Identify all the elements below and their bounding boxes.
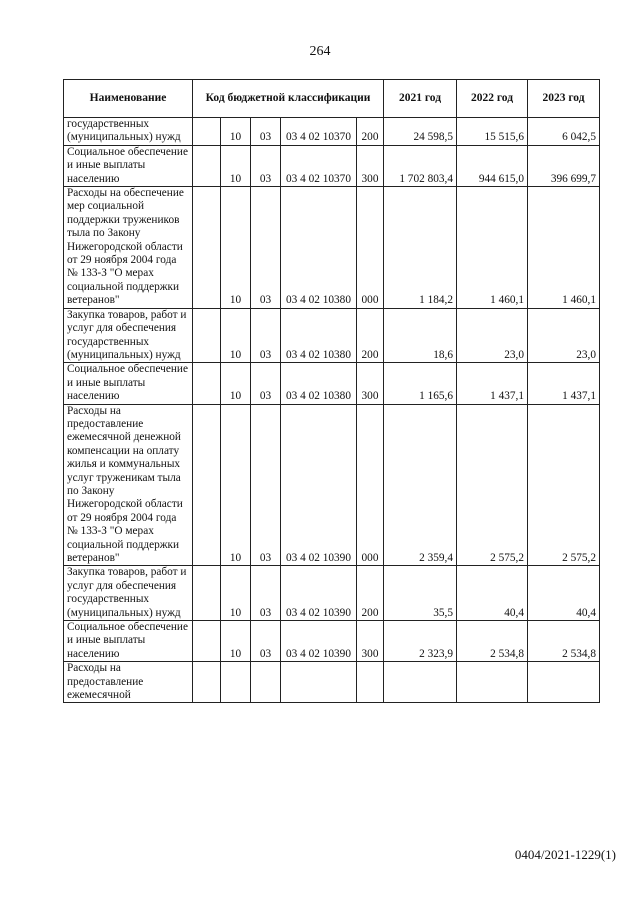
cell-2022: 2 534,8 xyxy=(457,621,528,662)
cell-code-target: 03 4 02 10380 xyxy=(281,187,357,309)
cell-2022: 1 460,1 xyxy=(457,187,528,309)
cell-code-section: 10 xyxy=(221,118,251,146)
header-2023: 2023 год xyxy=(528,80,600,118)
cell-2023: 23,0 xyxy=(528,308,600,363)
cell-code-subsection: 03 xyxy=(251,118,281,146)
page-number: 264 xyxy=(309,44,331,59)
cell-code-subsection: 03 xyxy=(251,363,281,404)
cell-code-1 xyxy=(193,187,221,309)
cell-code-target: 03 4 02 10370 xyxy=(281,118,357,146)
table-row xyxy=(64,363,600,404)
cell-name: Социальное обеспечение и иные выплаты населению xyxy=(64,363,193,404)
cell-2023: 2 534,8 xyxy=(528,621,600,662)
cell-name: государственных (муниципальных) нужд xyxy=(64,118,193,146)
cell-code-subsection: 03 xyxy=(251,187,281,309)
cell-code-subsection: 03 xyxy=(251,566,281,621)
cell-code-type: 200 xyxy=(357,308,384,363)
cell-2021: 1 184,2 xyxy=(384,187,457,309)
cell-code-type: 200 xyxy=(357,118,384,146)
cell-code-target: 03 4 02 10380 xyxy=(281,363,357,404)
table-row xyxy=(64,662,600,703)
cell-2021: 18,6 xyxy=(384,308,457,363)
cell-2022: 2 575,2 xyxy=(457,404,528,566)
cell-2022: 23,0 xyxy=(457,308,528,363)
cell-code-target: 03 4 02 10370 xyxy=(281,145,357,186)
cell-code-subsection: 03 xyxy=(251,145,281,186)
cell-2021: 35,5 xyxy=(384,566,457,621)
cell-name: Расходы на предоставление ежемесячной денежной компенсации на оплату жилья и коммунальных услуг труженикам тыла по Закону Нижегородской области от 29 ноября 2004 года № 133-З "О мерах социальной поддержки ветеранов" xyxy=(64,404,193,566)
table-row xyxy=(64,187,600,309)
cell-code-target: 03 4 02 10390 xyxy=(281,566,357,621)
cell-2023: 40,4 xyxy=(528,566,600,621)
cell-name: Расходы на обеспечение мер социальной поддержки тружеников тыла по Закону Нижегородской области от 29 ноября 2004 года № 133-З "О мерах социальной поддержки ветеранов" xyxy=(64,187,193,309)
cell-2021: 1 702 803,4 xyxy=(384,145,457,186)
cell-2022: 944 615,0 xyxy=(457,145,528,186)
cell-name: Расходы на предоставление ежемесячной xyxy=(64,662,193,703)
cell-2021: 1 165,6 xyxy=(384,363,457,404)
cell-name: Социальное обеспечение и иные выплаты населению xyxy=(64,145,193,186)
cell-2022: 15 515,6 xyxy=(457,118,528,146)
cell-code-1 xyxy=(193,566,221,621)
cell-2021: 24 598,5 xyxy=(384,118,457,146)
table-row xyxy=(64,308,600,363)
cell-code-type: 000 xyxy=(357,187,384,309)
cell-2023: 396 699,7 xyxy=(528,145,600,186)
cell-code-subsection xyxy=(251,662,281,703)
cell-code-target: 03 4 02 10380 xyxy=(281,308,357,363)
cell-2021 xyxy=(384,662,457,703)
cell-code-section: 10 xyxy=(221,621,251,662)
header-name: Наименование xyxy=(64,80,193,118)
cell-code-target xyxy=(281,662,357,703)
table-row xyxy=(64,621,600,662)
cell-2023: 1 437,1 xyxy=(528,363,600,404)
cell-2021: 2 323,9 xyxy=(384,621,457,662)
cell-code-1 xyxy=(193,404,221,566)
cell-code-subsection: 03 xyxy=(251,621,281,662)
cell-code-subsection: 03 xyxy=(251,308,281,363)
cell-2022: 40,4 xyxy=(457,566,528,621)
cell-code-section: 10 xyxy=(221,187,251,309)
table-header-row xyxy=(64,80,600,118)
cell-code-type: 300 xyxy=(357,363,384,404)
cell-2023: 6 042,5 xyxy=(528,118,600,146)
cell-code-section: 10 xyxy=(221,308,251,363)
cell-2023 xyxy=(528,662,600,703)
cell-code-1 xyxy=(193,145,221,186)
header-2021: 2021 год xyxy=(384,80,457,118)
cell-code-section: 10 xyxy=(221,363,251,404)
cell-code-type: 300 xyxy=(357,621,384,662)
cell-code-type: 200 xyxy=(357,566,384,621)
cell-2022 xyxy=(457,662,528,703)
table-row xyxy=(64,145,600,186)
cell-name: Закупка товаров, работ и услуг для обеспечения государственных (муниципальных) нужд xyxy=(64,566,193,621)
cell-code-type: 300 xyxy=(357,145,384,186)
cell-code-section: 10 xyxy=(221,566,251,621)
cell-code-target: 03 4 02 10390 xyxy=(281,621,357,662)
header-2022: 2022 год xyxy=(457,80,528,118)
cell-code-section: 10 xyxy=(221,404,251,566)
cell-code-1 xyxy=(193,662,221,703)
cell-code-1 xyxy=(193,308,221,363)
cell-code-section xyxy=(221,662,251,703)
document-code: 0404/2021-1229(1) xyxy=(514,847,616,862)
cell-code-1 xyxy=(193,363,221,404)
cell-2023: 2 575,2 xyxy=(528,404,600,566)
header-code: Код бюджетной классификации xyxy=(193,80,384,118)
cell-2021: 2 359,4 xyxy=(384,404,457,566)
cell-code-section: 10 xyxy=(221,145,251,186)
cell-code-1 xyxy=(193,621,221,662)
cell-2022: 1 437,1 xyxy=(457,363,528,404)
table-row xyxy=(64,118,600,146)
table-row xyxy=(64,404,600,566)
cell-code-type xyxy=(357,662,384,703)
table-body xyxy=(64,118,600,703)
cell-code-subsection: 03 xyxy=(251,404,281,566)
table-row xyxy=(64,566,600,621)
budget-table xyxy=(63,79,600,703)
cell-code-target: 03 4 02 10390 xyxy=(281,404,357,566)
cell-name: Социальное обеспечение и иные выплаты населению xyxy=(64,621,193,662)
cell-code-1 xyxy=(193,118,221,146)
cell-code-type: 000 xyxy=(357,404,384,566)
cell-2023: 1 460,1 xyxy=(528,187,600,309)
cell-name: Закупка товаров, работ и услуг для обеспечения государственных (муниципальных) нужд xyxy=(64,308,193,363)
